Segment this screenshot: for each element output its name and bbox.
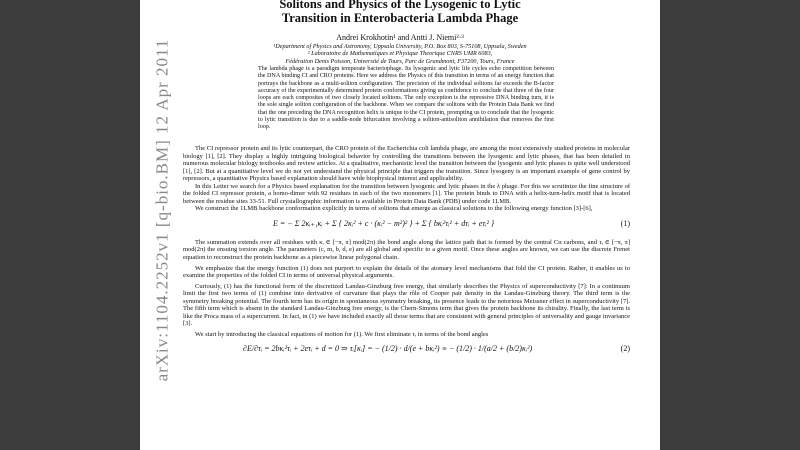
right-letterbox xyxy=(660,0,800,450)
paragraph: We start by introducing the classical equations of motion for (1). We first eliminate τᵢ in terms of the bond angles xyxy=(195,330,489,338)
paragraph: The summation extends over all residues with κᵢ ∈ [−π, π] mod(2π) the bond angle along the lattice path that is formed by the central Cα carbons, and τᵢ ∈ [−π, π] mod(2π) the ensuing torsion angle. The parameters (c, m, b, d, e) are all global and specific to a given motif. Once these angles are known, we can use the discrete Frenet equation to reconstruct the protein backbone as a piecewise linear polygonal chain. xyxy=(183,238,630,262)
equation-2: ∂E/∂τᵢ = 2bκᵢ²τᵢ + 2eτᵢ + d = 0 ⇒ τᵢ[κᵢ] = − (1/2) · d/(e + bκᵢ²) ≡ − (1/2) · 1/(a/2 + (b/2)κᵢ²) (2) xyxy=(243,344,630,354)
paragraph: The CI repressor protein and its lytic counterpart, the CRO protein of the Escherichia coli lambda phage, are among the most extensively studied proteins in molecular biology [1], [2]. They display a highly intriguing biological behavior by controlling the transitions between the lysogenic and lytic phases, that has been detailed in numerous molecular biology textbooks and review articles. At a qualitative, mechanistic level the transition between the lysogenic and lytic phases is quite well understood [1], [2]. But at a quantitative level we do not yet understand the physical principle that triggers the transition. Since lysogeny is an important example of gene control by repressors, a quantitative Physics based explanation should have wide biophysical interest and applicability. xyxy=(183,145,630,183)
arxiv-stamp: arXiv:1104.2252v1 [q-bio.BM] 12 Apr 2011 xyxy=(152,38,171,382)
paper-page xyxy=(140,0,660,450)
paragraph: We construct the 1LMB backbone conformation explicitly in terms of solitons that emerge as classical solutions to the following energy function [3]-[6], xyxy=(195,205,593,213)
paragraph: Curiously, (1) has the functional form of the discretized Landau-Ginzburg free energy, that similarly describes the Physics of superconductivity [7]: In a continuum limit the first two terms of (1) combine into derivative of curvature that plays the rôle of Cooper pair density in the Landau-Ginzburg theory. The third term is the symmetry breaking potential. The fourth term has its origin in spontaneous symmetry breaking, its presence leads to the notorious Meissner effect in superconductivity [7]. The fifth term which is absent in the standard Landau-Ginzburg free energy, is the Chern-Simons term that gives the protein backbone its chirality. Finally, the last term is like the Proca mass of a supercurrent. In fact, in (1) we have included exactly all those terms that are consistent with general principles of universality and gauge invariance [3]. xyxy=(183,282,630,328)
authors: Andrei Krokhotin¹ and Antti J. Niemi²·³ xyxy=(336,33,464,42)
body-text xyxy=(183,145,630,362)
left-letterbox xyxy=(0,0,140,450)
paragraph: We emphasize that the energy function (1) does not purport to explain the details of the atomary level mechanisms that fold the CI protein. Rather, it enables us to examine the properties of the folded CI in terms of universal physical arguments. xyxy=(183,264,630,280)
abstract: The lambda phage is a paradigm temperate bacteriophage. Its lysogenic and lytic life cycles echo competition between the DNA binding CI and CRO proteins. Here we address the Physics of this transition in terms of an energy function that portrays the backbone as a multi-soliton configuration. The precision of the individual solitons far exceeds the B-factor accuracy of the experimentally determined protein conformations giving us confidence to conclude that three of the four loops are each composites of two closely located solitons. The only exception is the repressive DNA binding turn, it is the sole single soliton configuration of the backbone. When we compare the solitons with the Protein Data Bank we find that the one preceding the DNA recognition helix is unique to the CI protein, prompting us to conclude that the lysogenic to lytic transition is due to a saddle-node bifurcation involving a soliton-antisoliton annihilation that removes the first loop. xyxy=(258,66,554,131)
affiliations: ¹Department of Physics and Astronomy, Uppsala University, P.O. Box 803, S-75108, Uppsala, Sweden ² Laboratoire de Mathematiques et Physique Theorique CNRS UMR 6083, Fédération Denis Poisson, Université de Tours, Parc de Grandmont, F37200, Tours, France xyxy=(273,43,527,65)
paper-title: Solitons and Physics of the Lysogenic to Lytic Transition in Enterobacteria Lambda Phage xyxy=(279,0,521,25)
paragraph: In this Letter we search for a Physics based explanation for the transition between lysogenic and lytic phases in the λ phage. For this we scrutinize the fine structure of the folded CI repressor protein, a homo-dimer with 92 residues in each of the two monomers [1]. The protein binds to DNA with a helix-turn-helix motif that is located between the residue sites 33-51. Full crystallographic information is available in Protein Data Bank (PDB) under code 1LMB. xyxy=(183,182,630,205)
equation-1: E = − Σ 2κᵢ₊₁κᵢ + Σ { 2κᵢ² + c · (κᵢ² − m²)² } + Σ { bκᵢ²τᵢ² + dτᵢ + eτᵢ² } (1) xyxy=(273,218,630,228)
